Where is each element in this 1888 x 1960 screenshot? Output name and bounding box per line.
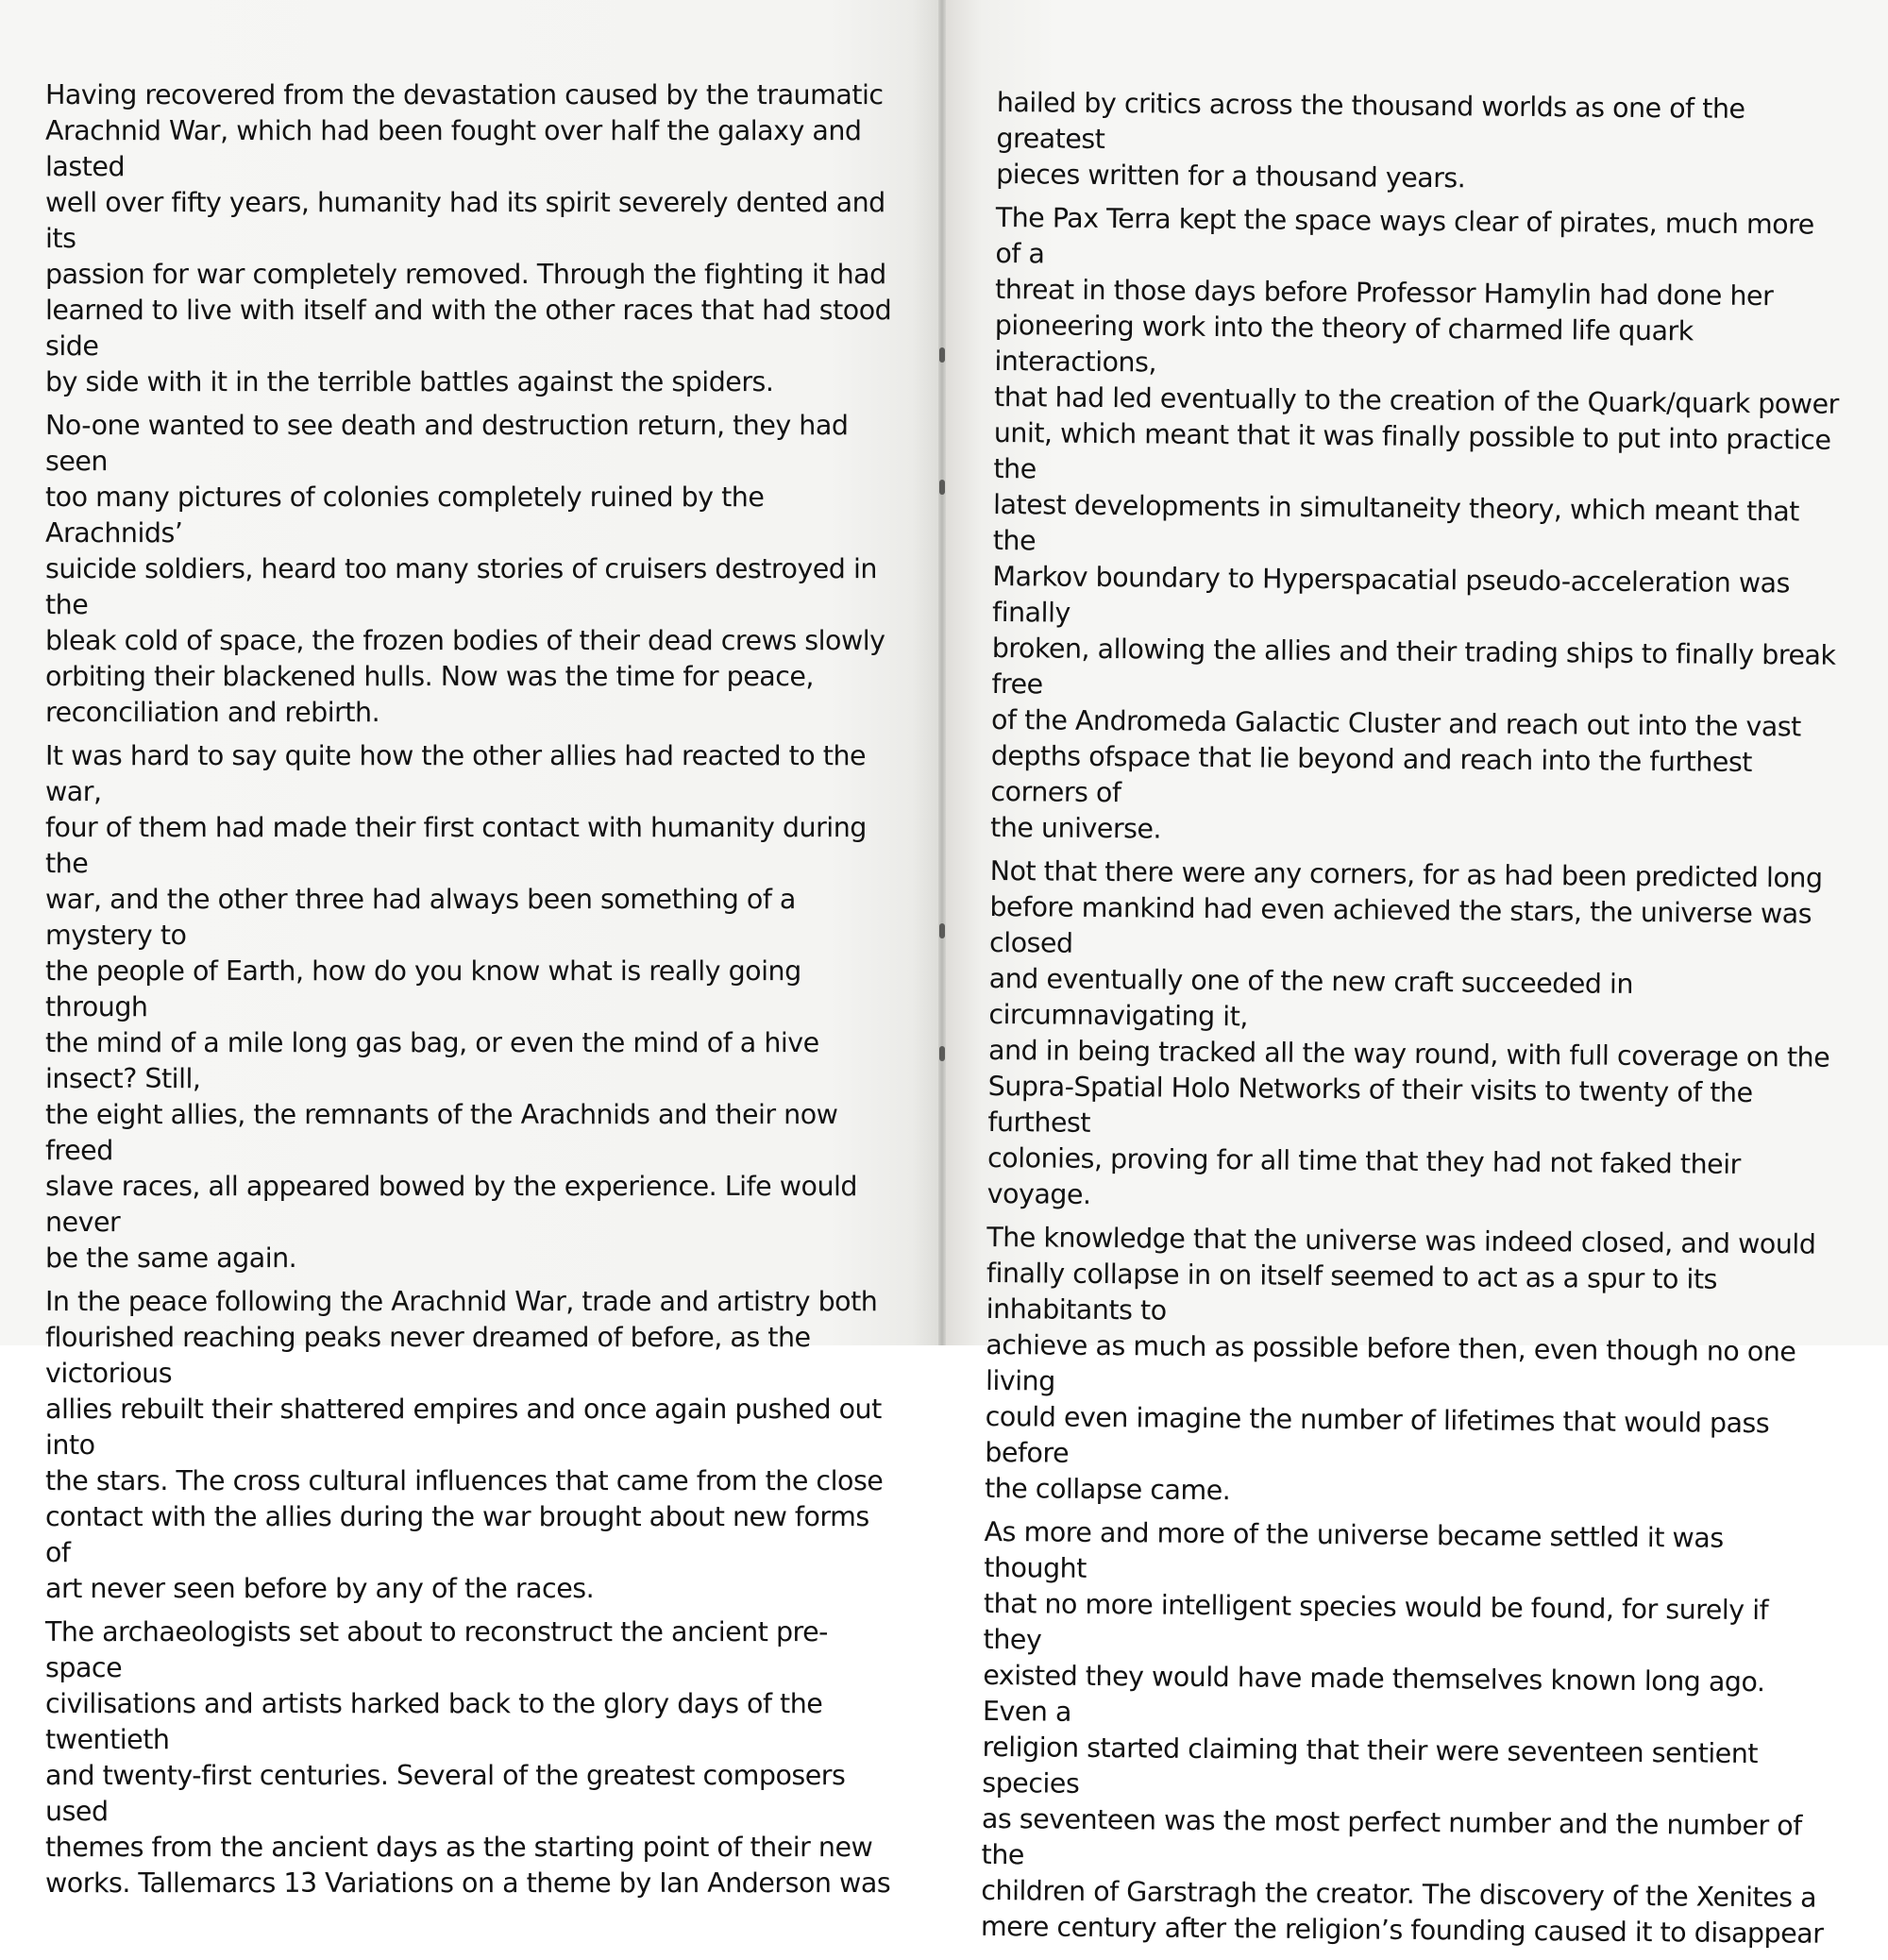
right-page-text [981,85,1846,1960]
left-paragraph-1: Having recovered from the devastation caused by the traumatic Arachnid War, which had been fought over half the galaxy and lasted well over fifty years, humanity had its spirit severely dented and its passion for war completely removed. Through the fighting it had learned to live with itself and with the other races that had stood side by side with it in the terrible battles against the spiders. [45,79,892,397]
left-paragraph-4: In the peace following the Arachnid War, trade and artistry both flourished reaching peaks never dreamed of before, as the victorious allies rebuilt their shattered empires and once again pushed out into the stars. The cross cultural influences that came from the close contact with the allies during the war brought about new forms of art never seen before by any of the races. [45,1286,884,1604]
right-paragraph-1: hailed by critics across the thousand worlds as one of the greatest pieces written for a thousand years. [996,86,1745,194]
right-paragraph-5: As more and more of the universe became settled it was thought that no more intelligent species would be found, for surely if they existed they would have made themselves known long ago. Even a religion started claiming that their were seventeen sentient species as seventeen was the most perfect number and the number of the children of Garstragh the creator. The discovery of the Xenites a mere century after the religion’s founding caused it to disappear [980,1515,1824,1950]
left-paragraph-3: It was hard to say quite how the other allies had reacted to the war, four of them had made their first contact with humanity during the war, and the other three had always been something of a mystery to the people of Earth, how do you know what is really going through the mind of a mile long gas bag, or even the mind of a hive insect? Still, the eight allies, the remnants of the Arachnids and their now freed slave races, all appeared bowed by the experience. Life would never be the same again. [45,740,867,1274]
right-paragraph-4: The knowledge that the universe was indeed closed, and would finally collapse in on itself seemed to act as a spur to its inhabitants to achieve as much as possible before then, even though no one living could even imagine the number of lifetimes that would pass before the collapse came. [984,1221,1816,1507]
left-page [0,0,940,1899]
binding-staple-bottom [939,1046,945,1061]
binding-staple-middle [939,480,945,495]
left-paragraph-2: No-one wanted to see death and destruction return, they had seen too many pictures of colonies completely ruined by the Arachnids’ suicide soldiers, heard too many stories of cruisers destroyed in the bleak cold of space, the frozen bodies of their dead crews slowly orbiting their blackened hulls. Now was the time for peace, reconciliation and rebirth. [45,410,885,728]
left-paragraph-5: The archaeologists set about to reconstruct the ancient pre-space civilisations and artists harked back to the glory days of the twentieth and twenty-first centuries. Several of the greatest composers used themes from the ancient days as the starting point of their new works. Tallemarcs 13 Variations on a theme by Ian Anderson was [45,1616,891,1899]
left-page-text [45,77,895,1909]
book-gutter [938,0,946,1345]
right-paragraph-3: Not that there were any corners, for as had been predicted long before mankind had even achieved the stars, the universe was closed and eventually one of the new craft succeeded in circumnavigating it, and in being tracked all the way round, with full coverage on the Supra-Spatial Holo Networks of their visits to twenty of the furthest colonies, proving for all time that they had not faked their voyage. [986,854,1830,1210]
binding-staple-lower [939,923,945,938]
binding-staple-top [939,347,945,363]
right-paragraph-2: The Pax Terra kept the space ways clear of pirates, much more of a threat in those days before Professor Hamylin had done her pioneering work into the theory of charmed life quark interactions, that had led eventually to the creation of the Quark/quark power unit, which meant that it was finally possible to put into practice the latest developments in simultaneity theory, which meant that the Markov boundary to Hyperspacatial pseudo-acceleration was finally broken, allowing the allies and their trading ships to finally break free of the Andromeda Galactic Cluster and reach out into the vast depths ofspace that lie beyond and reach into the furthest corners of the universe. [989,201,1839,845]
right-page [944,0,1888,1950]
